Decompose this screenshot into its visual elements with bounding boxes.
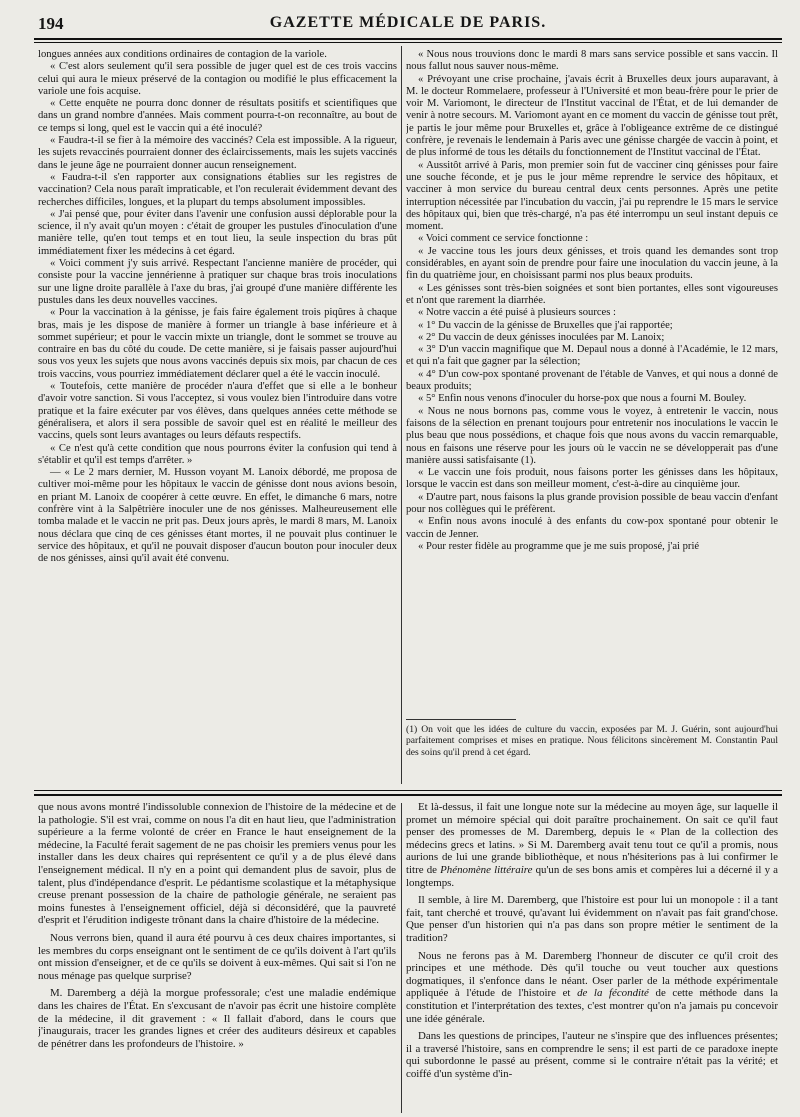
paragraph: « Nous nous trouvions donc le mardi 8 mars sans service possible et sans vaccin. Il nous fallut nous sauver nous-même. bbox=[406, 49, 778, 73]
paragraph: « Le vaccin une fois produit, nous faisons porter les génisses dans les hôpitaux, lorsque le vaccin est dans son meilleur moment, c'est-à-dire au cinquième jour. bbox=[406, 467, 778, 491]
paragraph: « Nous ne nous bornons pas, comme vous le voyez, à entretenir le vaccin, nous faisons de la sélection en prenant toujours pour entretenir nos inoculations le vaccin le plus beau que nous possédions, et chaque fois que nous avons du vaccin remarquable, nous en faisons une réserve pour les jours où le vaccin ne se développerait pas d'une manière aussi satisfaisante (1). bbox=[406, 405, 778, 466]
column-right-bottom bbox=[406, 801, 778, 1111]
column-right-top bbox=[406, 49, 778, 713]
paragraph: « D'autre part, nous faisons la plus grande provision possible de beau vaccin d'enfant pour nos collègues qui le préfèrent. bbox=[406, 491, 778, 515]
column-left-bottom bbox=[38, 801, 396, 1111]
paragraph: Il semble, à lire M. Daremberg, que l'histoire est pour lui un monopole : il a tant fait, tant cherché et trouvé, qu'avant lui évidemment on n'avait pas fait grand'chose. Que penser d'un historien qui n'a pas dans son propre métier le sentiment de la tradition? bbox=[406, 894, 778, 944]
paragraph: « Enfin nous avons inoculé à des enfants du cow-pox spontané pour obtenir le vaccin de Jenner. bbox=[406, 516, 778, 540]
italic-title: Phénomène littéraire bbox=[440, 863, 533, 876]
paragraph: Nous ne ferons pas à M. Daremberg l'honneur de discuter ce qu'il croit des principes et une méthode. Dès qu'il touche ou veut toucher aux questions dogmatiques, il s'enfonce dans le néant. Oser parler de la méthode expérimentale appliquée à l'étude de l'histoire et de la fécondité de cette méthode dans la constitution et l'interprétation des textes, c'est montrer qu'on n'a jamais pu concevoir une idée générale. bbox=[406, 949, 778, 1025]
paragraph: « Ce n'est qu'à cette condition que nous pourrons éviter la confusion qui tend à s'établir et qu'il est temps d'arrêter. » bbox=[38, 442, 397, 466]
header-rule-thick bbox=[34, 38, 782, 40]
footnote-text: (1) On voit que les idées de culture du vaccin, exposées par M. J. Guérin, sont aujourd'hui parfaitement comprises et mises en pratique. Nous félicitons sincèrement M. Constantin Paul des soins qu'il prend à cet égard. bbox=[406, 724, 778, 758]
paragraph: « 4° D'un cow-pox spontané provenant de l'étable de Vanves, et qui nous a donné de beaux produits; bbox=[406, 368, 778, 393]
paragraph: « Je vaccine tous les jours deux génisses, et trois quand les demandes sont trop considérables, en ayant soin de prendre pour faire une inoculation du vaccin jeune, à la fin du quatrième jour, en choisissant parmi nos plus beaux produits. bbox=[406, 245, 778, 282]
footnote bbox=[406, 724, 778, 780]
paragraph: que nous avons montré l'indissoluble connexion de l'histoire de la médecine et de la pathologie. S'il est vrai, comme on nous l'a dit en haut lieu, que l'administration supérieure a la ferme volonté de créer en France le haut enseignement de la médecine, la Faculté ferait sagement de ne pas choisir les premiers venus pour les installer dans les deux chaires qui représentent ce qu'il y a de plus élevé dans l'enseignement médical. Il n'y en a point qui demandent plus de savoir, plus de talent, plus d'indépendance d'esprit. Le pédantisme scolastique et la métaphysique creuse prenant possession de la chaire de pathologie générale, ne seraient pas moins funestes à l'enseignement officiel, déjà si déconsidéré, que la pauvreté d'esprit et l'érudition indigeste trônant dans la chaire d'histoire de la médecine. bbox=[38, 801, 396, 927]
header-rule-thin bbox=[34, 42, 782, 43]
section-rule-thick bbox=[34, 794, 782, 796]
paragraph: « Pour la vaccination à la génisse, je fais faire également trois piqûres à chaque bras, mais je les dispose de manière à former un triangle à base inférieure et à sommet supérieur; et pour le vaccin mixte un triangle, dont le sommet se trouve au contraire en bas du côté du coude. De cette manière, si je faisais passer aujourd'hui sous vos yeux les sujets que nous avons vaccinés depuis six mois, par chacun de ces trois vaccins, vous pourriez immédiatement déclarer quel a été le vaccin inoculé. bbox=[38, 307, 397, 380]
paragraph: « Voici comment ce service fonctionne : bbox=[418, 233, 589, 245]
paragraph: « Aussitôt arrivé à Paris, mon premier soin fut de vacciner cinq génisses pour faire une souche féconde, et je pus le jour même reprendre le service des hôpitaux, et vacciner à mon service du bureau central deux cents personnes. Après une petite interruption nécessitée par l'incubation du vaccin, j'ai pu reprendre le 15 mars le service des hôpitaux qui, bien que très-chargé, n'a pas été interrompu un seul instant depuis ce moment. bbox=[406, 159, 778, 233]
paragraph: « 3° D'un vaccin magnifique que M. Depaul nous a donné à l'Académie, le 12 mars, et qui n'a fait que gagner par la sélection; bbox=[406, 344, 778, 368]
paragraph: « Prévoyant une crise prochaine, j'avais écrit à Bruxelles deux jours auparavant, à M. le docteur Rommelaere, professeur à l'Université et mon beau-frère pour le prier de voir M. Variomont, le directeur de l'Institut vaccinal de l'État, et de lui demander de venir à notre secours. M. Variomont ayant en ce moment du vaccin de génisse tout prêt, je partis le jour même pour Bruxelles et, grâce à l'obligeance extrême de ce distingué confrère, je revenais le lendemain à Paris avec une génisse chargée de vaccin à point, et de plus informé de tous les détails du fonctionnement de l'Institut vaccinal de l'État. bbox=[406, 73, 778, 159]
paragraph: Dans les questions de principes, l'auteur ne s'inspire que des influences présentes; il a traversé l'histoire, sans en comprendre le sens; il est parti de ce paradoxe inepte qui subordonne le passé au présent, comme si le contraire n'était pas la vérité; et coiffé d'un système d'in- bbox=[406, 1030, 778, 1080]
running-title: GAZETTE MÉDICALE DE PARIS. bbox=[269, 14, 547, 31]
paragraph: « Notre vaccin a été puisé à plusieurs sources : bbox=[418, 307, 616, 319]
paragraph: « Faudra-t-il se fier à la mémoire des vaccinés? Cela est impossible. A la rigueur, les sujets revaccinés pourraient donner des éclaircissements, mais les sujets vaccinés dans le jeune âge ne pourraient donner aucun renseignement. bbox=[38, 135, 397, 171]
paragraph: Nous verrons bien, quand il aura été pourvu à ces deux chaires importantes, si les membres du corps enseignant ont le sentiment de ce qu'ils doivent à l'art qu'ils ont mission d'enseigner, et de ce qu'ils se doivent à eux-mêmes. Qui sait si l'on ne nous ménage pas quelque surprise? bbox=[38, 931, 396, 982]
section-rule-thin bbox=[34, 790, 782, 791]
paragraph: longues années aux conditions ordinaires de contagion de la variole. bbox=[38, 49, 327, 60]
column-divider-bottom bbox=[401, 803, 402, 1113]
paragraph: « C'est alors seulement qu'il sera possible de juger quel est de ces trois vaccins celui qui aura le mieux préservé de la contagion ou modifié le plus efficacement la variole une fois acquise. bbox=[38, 61, 397, 97]
paragraph: « Faudra-t-il s'en rapporter aux consignations établies sur les registres de vaccination? Cela nous paraît impraticable, et l'on reculerait évidemment devant des recherches difficiles, longues, et la plupart du temps absolument impossibles. bbox=[38, 171, 397, 208]
paragraph: — « Le 2 mars dernier, M. Husson voyant M. Lanoix débordé, me proposa de cultiver moi-même pour les hôpitaux le vaccin de génisse dont nous avions besoin, en priant M. Lanoix de coopérer à cette œuvre. En effet, le dimanche 6 mars, notre confrère vint à la Salpêtrière inoculer une de nos génisses. Malheureusement elle tomba malade et le vaccin ne prit pas. Deux jours après, le mardi 8 mars, M. Lanoix nous déclara que cinq de ces génisses étant mortes, il ne pouvait plus continuer le service des hôpitaux, et qu'il ne pouvait disposer d'aucun bouton pour inoculer deux de nos génisses, ainsi qu'il avait été convenu. bbox=[38, 467, 397, 565]
paragraph: Et là-dessus, il fait une longue note sur la médecine au moyen âge, sur laquelle il promet un mémoire spécial qui doit paraître prochainement. On sait ce qu'il faut penser des promesses de M. Daremberg, depuis le « Plan de la collection des médecins grecs et latins. » Si M. Daremberg avait tenu tout ce qu'il a promis, nous aurions de lui une grande bibliothèque, et nous n'hésiterions pas à lui confirmer le titre de Phénomène littéraire qu'un de ses bons amis et compères lui a décerné il y a longtemps. bbox=[406, 801, 778, 889]
paragraph: « Les génisses sont très-bien soignées et sont bien portantes, elles sont vigoureuses et n'ont que rarement la diarrhée. bbox=[406, 282, 778, 306]
paragraph: « 1° Du vaccin de la génisse de Bruxelles que j'ai rapportée; bbox=[418, 319, 673, 331]
italic-phrase: de la fécondité bbox=[577, 987, 649, 1000]
footnote-rule bbox=[406, 719, 516, 720]
paragraph: « Pour rester fidèle au programme que je me suis proposé, j'ai prié bbox=[418, 540, 700, 552]
paragraph: « 2° Du vaccin de deux génisses inoculées par M. Lanoix; bbox=[418, 331, 665, 343]
column-divider-top bbox=[401, 46, 402, 784]
paragraph: « Toutefois, cette manière de procéder n'aura d'effet que si elle a le bonheur d'avoir votre sanction. Si vous l'acceptez, si vous voulez bien l'introduire dans votre pratique et la faire exécuter par vos élèves, dans quelques années cette méthode se généralisera, et alors il sera possible de savoir quel est en réalité le meilleur des vaccins, quels sont leurs avantages ou leurs défauts respectifs. bbox=[38, 381, 397, 442]
column-left-top bbox=[38, 49, 397, 788]
paragraph: « 5° Enfin nous venons d'inoculer du horse-pox que nous a fourni M. Bouley. bbox=[418, 393, 747, 405]
page-number: 194 bbox=[38, 14, 64, 33]
paragraph: « Voici comment j'y suis arrivé. Respectant l'ancienne manière de procéder, qui consiste pour la vaccine jennérienne à pratiquer sur chaque bras trois inoculations sur une ligne droite parallèle à l'axe du bras, j'ai groupé d'une manière différente les pustules dans les deux nouvelles vaccines. bbox=[38, 258, 397, 306]
page-header bbox=[34, 14, 782, 36]
paragraph: « J'ai pensé que, pour éviter dans l'avenir une confusion aussi déplorable pour la science, il n'y avait qu'un moyen : c'était de grouper les pustules d'inoculation d'une manière telle, qu'en tout temps et en tout lieu, la seule inspection du bras pût immédiatement fixer les médecins à cet égard. bbox=[38, 208, 397, 257]
paragraph: « Cette enquête ne pourra donc donner de résultats positifs et scientifiques que dans un grand nombre d'années. Mais comment pourra-t-on reconnaître, au bout de ce temps si long, quel est le vaccin qui a été inoculé? bbox=[38, 98, 397, 134]
paragraph: M. Daremberg a déjà la morgue professorale; c'est une maladie endémique dans les chaires de l'État. En s'excusant de n'avoir pas écrit une histoire complète de la médecine, il dit gravement : « Il fallait d'abord, dans le cours que j'inaugurais, tracer les grandes lignes et créer des auditeurs désireux et capables de pénétrer dans les profondeurs de l'histoire. » bbox=[38, 987, 396, 1050]
